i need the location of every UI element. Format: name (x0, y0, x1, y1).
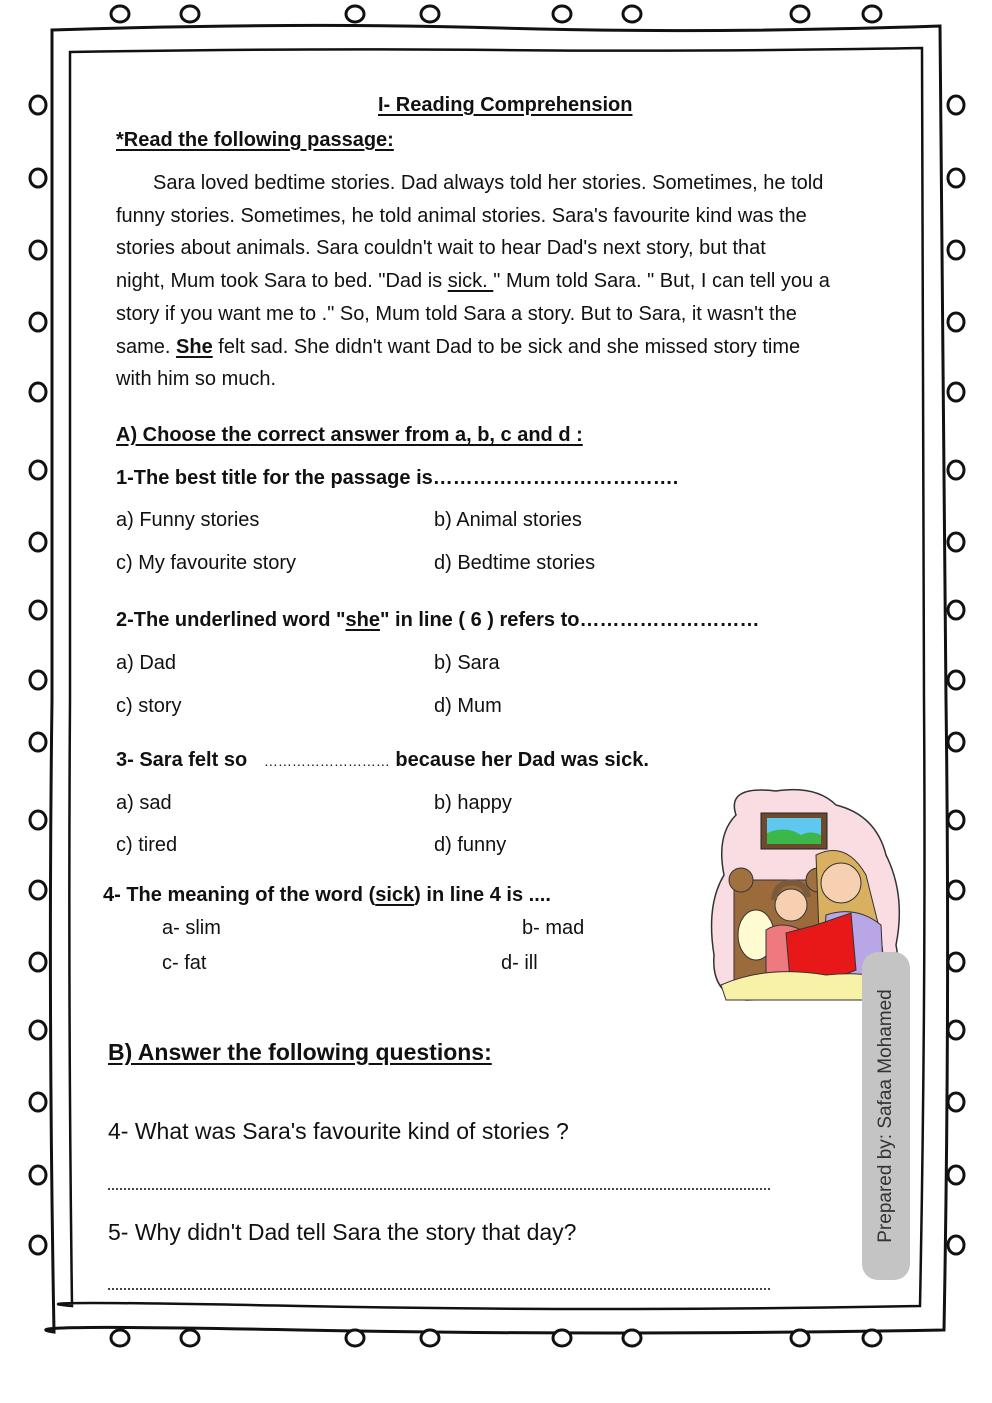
passage-line: Sara loved bedtime stories. Dad always told her stories. Sometimes, he told (153, 172, 824, 194)
border-loop (111, 1330, 129, 1346)
question-2 (116, 609, 760, 632)
passage-line (116, 331, 896, 364)
q1-option-a[interactable]: a) Funny stories (116, 509, 260, 531)
border-loop (30, 601, 46, 619)
border-loop (30, 461, 46, 479)
q3-option-c[interactable]: c) tired (116, 834, 178, 856)
text: 3- Sara felt so (116, 749, 248, 771)
border-loop (30, 733, 46, 751)
q3-option-b[interactable]: b) happy (434, 792, 512, 814)
q4-option-a[interactable]: a- slim (162, 917, 221, 939)
section-a-title: A) Choose the correct answer from a, b, c and d : (116, 424, 583, 446)
border-loop (30, 1093, 46, 1111)
question-b5: 5- Why didn't Dad tell Sara the story that day? (108, 1219, 577, 1245)
passage-line: funny stories. Sometimes, he told animal stories. Sara's favourite kind was the (116, 204, 807, 227)
page-heading: I- Reading Comprehension (378, 94, 633, 116)
border-loop (30, 1021, 46, 1039)
border-loop (553, 1330, 571, 1346)
q4-option-d[interactable]: d- ill (501, 952, 538, 974)
border-loop (948, 953, 964, 971)
q3-option-d[interactable]: d) funny (434, 834, 507, 856)
border-loop (948, 383, 964, 401)
border-loop (30, 671, 46, 689)
text: same. (116, 335, 177, 358)
border-loop (30, 533, 46, 551)
border-loop (111, 6, 129, 22)
border-loop (30, 383, 46, 401)
q1-option-c[interactable]: c) My favourite story (116, 552, 297, 574)
border-loop (30, 811, 46, 829)
border-loop (948, 1166, 964, 1184)
border-loop (948, 811, 964, 829)
border-loop (421, 6, 439, 22)
prepared-by-text: Prepared by: Safaa Mohamed (875, 989, 896, 1243)
q3-option-a[interactable]: a) sad (116, 792, 172, 814)
answer-line-5[interactable] (108, 1288, 770, 1290)
border-loop (948, 1093, 964, 1111)
border-loop (30, 1236, 46, 1254)
question-b4: 4- What was Sara's favourite kind of stories ? (108, 1118, 569, 1144)
question-4 (103, 884, 551, 907)
border-loop (30, 881, 46, 899)
underlined-word: sick (375, 884, 415, 906)
passage-line (116, 265, 896, 298)
border-loop (948, 733, 964, 751)
q2-option-b[interactable]: b) Sara (434, 652, 500, 674)
text: because her Dad was sick. (395, 749, 649, 771)
question-1: 1-The best title for the passage is………………………………. (116, 467, 679, 489)
border-loop (863, 6, 881, 22)
answer-line-4[interactable] (108, 1188, 770, 1190)
passage-instruction: *Read the following passage: (116, 129, 394, 151)
section-b-title: B) Answer the following questions: (108, 1039, 492, 1065)
border-loop (30, 169, 46, 187)
passage-line: stories about animals. Sara couldn't wait to hear Dad's next story, but that (116, 237, 766, 260)
q2-option-c[interactable]: c) story (116, 695, 182, 717)
passage-line: story if you want me to ." So, Mum told Sara a story. But to Sara, it wasn't the (116, 302, 797, 325)
border-loop (30, 241, 46, 259)
border-loop (948, 533, 964, 551)
text: ) in line 4 is .... (414, 884, 551, 906)
border-loop (863, 1330, 881, 1346)
border-loop (948, 313, 964, 331)
border-loop (346, 6, 364, 22)
border-loop (791, 1330, 809, 1346)
border-loop (948, 881, 964, 899)
q4-option-b[interactable]: b- mad (522, 917, 585, 939)
border-loop (30, 1166, 46, 1184)
border-loop (948, 461, 964, 479)
border-loop (948, 96, 964, 114)
q1-option-d[interactable]: d) Bedtime stories (434, 552, 596, 574)
border-loop (181, 6, 199, 22)
answer-blank[interactable]: ……………………… (263, 753, 390, 769)
border-loop (948, 601, 964, 619)
text: " Mum told Sara. " But, I can tell you a (493, 270, 830, 293)
border-loop (553, 6, 571, 22)
border-loop (30, 313, 46, 331)
border-loop (948, 1021, 964, 1039)
underlined-word-she: She (176, 335, 213, 358)
border-loop (948, 169, 964, 187)
underlined-word-sick: sick. (447, 270, 494, 293)
border-loop (948, 671, 964, 689)
text: " in line ( 6 ) refers to……………………… (379, 609, 760, 631)
border-loop (30, 96, 46, 114)
prepared-by-label (862, 952, 910, 1280)
q2-option-d[interactable]: d) Mum (434, 695, 502, 717)
border-loop (948, 1236, 964, 1254)
reading-passage (116, 167, 896, 396)
q1-option-b[interactable]: b) Animal stories (434, 509, 582, 531)
border-loop (623, 1330, 641, 1346)
text: night, Mum took Sara to bed. "Dad is (116, 270, 448, 293)
q4-option-c[interactable]: c- fat (162, 952, 207, 974)
underlined-word: she (345, 609, 380, 631)
passage-line: with him so much. (116, 368, 277, 391)
border-loop (948, 241, 964, 259)
text: 2-The underlined word " (116, 609, 346, 631)
border-loop (791, 6, 809, 22)
text: 4- The meaning of the word ( (103, 884, 376, 906)
border-loop (346, 1330, 364, 1346)
border-loop (30, 953, 46, 971)
border-loop (181, 1330, 199, 1346)
border-loop (623, 6, 641, 22)
q2-option-a[interactable]: a) Dad (116, 652, 177, 674)
text: felt sad. She didn't want Dad to be sick and she missed story time (212, 335, 801, 358)
border-loop (421, 1330, 439, 1346)
question-3 (116, 749, 649, 772)
